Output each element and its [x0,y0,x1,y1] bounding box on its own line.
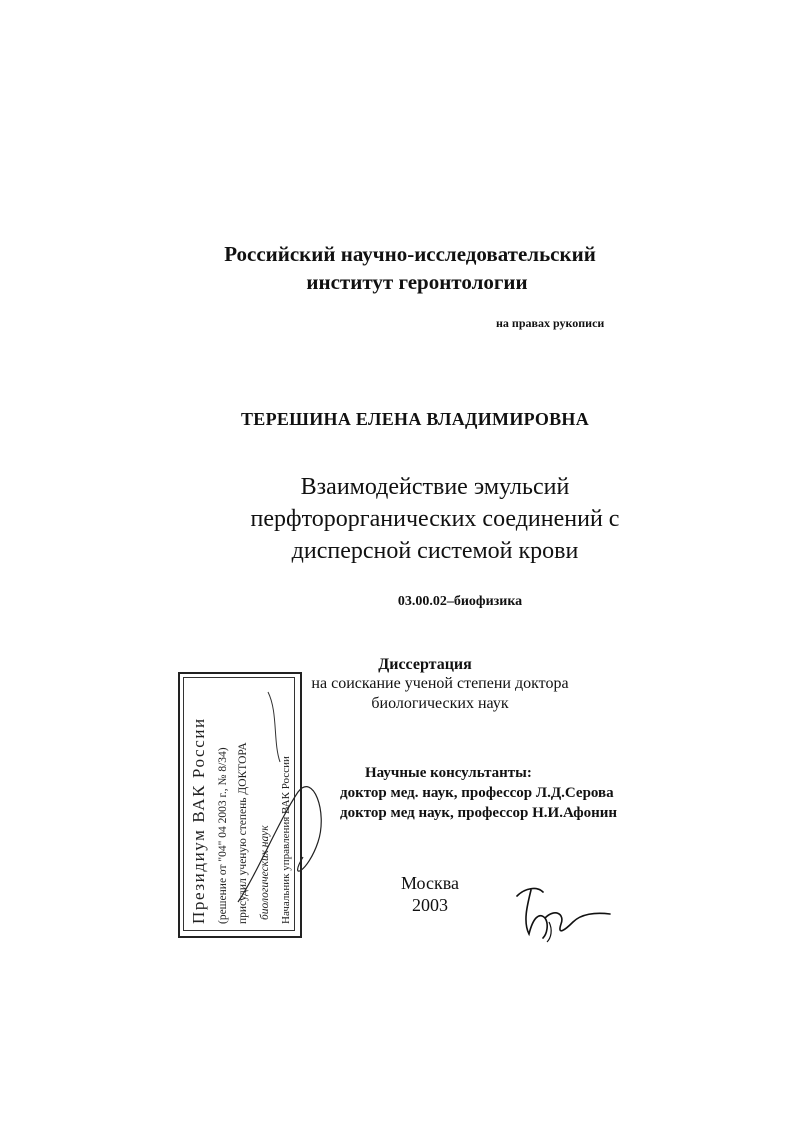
consultant-item: доктор мед. наук, профессор Л.Д.Серова [340,785,614,801]
handwritten-flourish [218,672,338,934]
place-and-year [380,872,480,916]
stamp-line2: (решение от "04" 04 2003 г., № 8/34) [217,747,229,924]
stamp-line5: Начальник управления ВАК России [280,756,292,924]
title-line2: перфторорганических соединений с [250,506,620,532]
rights-note: на правах рукописи [496,316,605,330]
author-signature [505,878,615,943]
title-line3: дисперсной системой крови [291,538,579,564]
degree-line2: биологических наук [371,695,509,712]
consultant-item: доктор мед наук, профессор Н.И.Афонин [340,805,618,821]
stamp-line1: Президиум ВАК России [189,717,208,924]
consultants-heading: Научные консультанты: [365,765,532,781]
dissertation-heading: Диссертация [378,656,472,673]
title-line1: Взаимодействие эмульсий [300,474,570,500]
institution-name-line2: институт геронтологии [306,270,528,294]
institution-name-line1: Российский научно-исследовательский [224,242,596,266]
stamp-line4: биологических наук [259,825,271,920]
year: 2003 [412,895,448,915]
consultants-list [340,783,617,823]
author-name: ТЕРЕШИНА ЕЛЕНА ВЛАДИМИРОВНА [240,409,590,429]
city: Москва [401,873,459,893]
specialty-code: 03.00.02–биофизика [397,594,523,609]
dissertation-title [190,471,680,567]
stamp-line3: присудил ученую степень ДОКТОРА [237,742,249,924]
degree-line1: на соискание ученой степени доктора [311,675,569,692]
